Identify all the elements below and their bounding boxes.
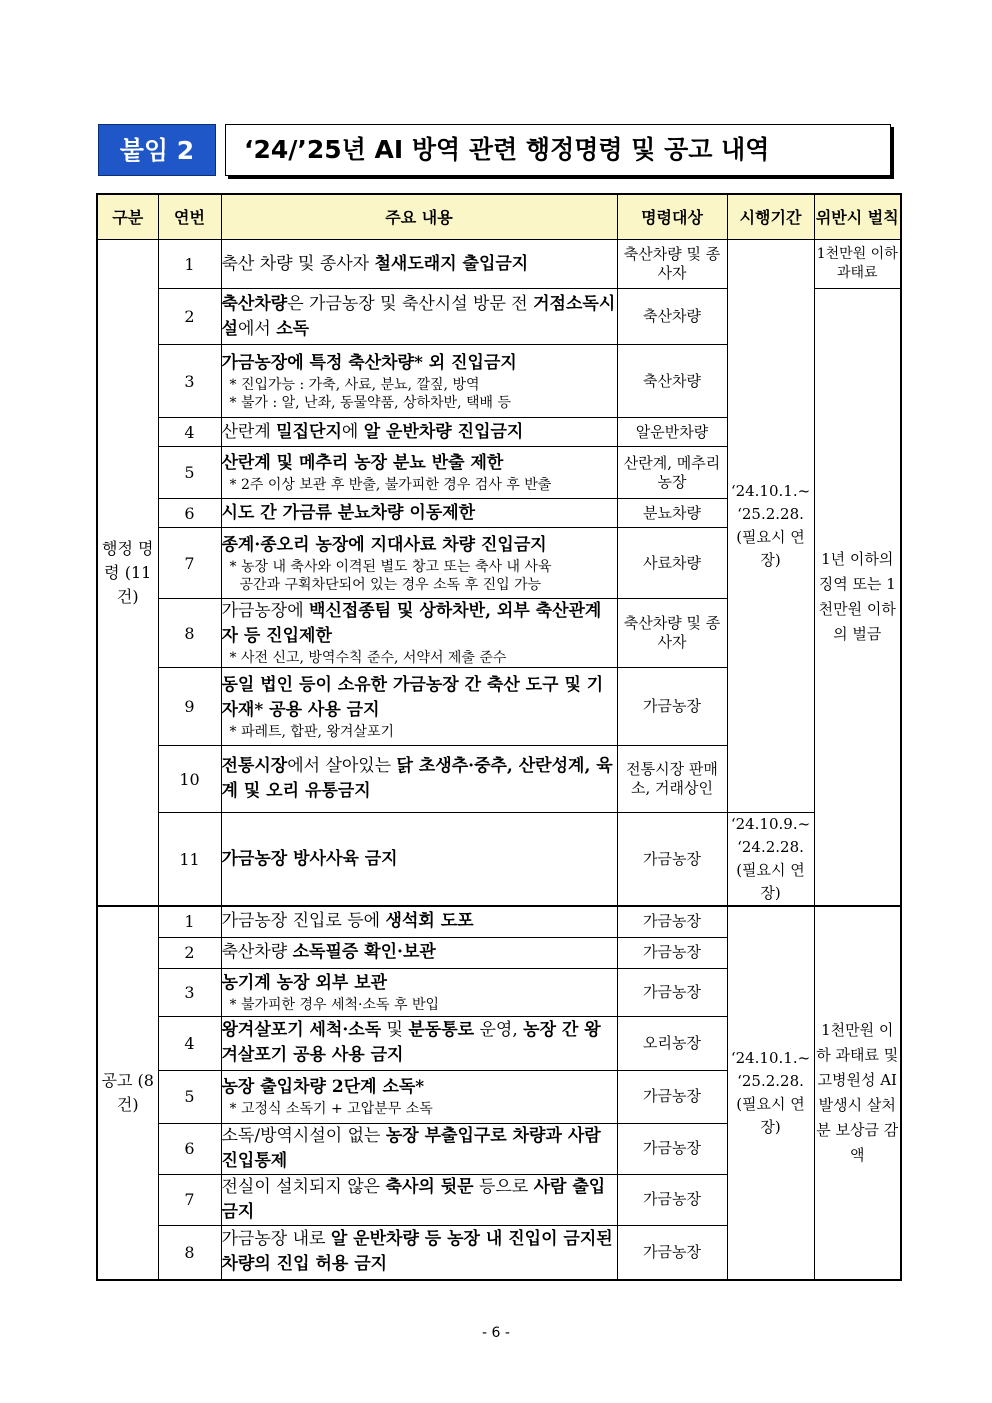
content-note: * 2주 이상 보관 후 반출, 불가피한 경우 검사 후 반출	[229, 477, 552, 493]
content-note: * 불가 : 알, 난좌, 동물약품, 상하차반, 택배 등	[229, 394, 512, 411]
row-number: 4	[158, 1016, 221, 1070]
content-emphasis: 전통시장	[221, 756, 288, 776]
content-emphasis: 밀집단지	[276, 421, 342, 442]
row-content	[221, 289, 617, 345]
content-emphasis: 사람 출입 금지	[221, 1176, 606, 1222]
table-row	[97, 240, 901, 289]
content-emphasis: 농장 부출입구로 차량과 사람 진입통제	[221, 1125, 601, 1171]
row-content	[221, 937, 617, 968]
header-category: 구분	[97, 194, 158, 240]
row-content	[221, 240, 617, 289]
row-number: 1	[158, 240, 221, 289]
row-number: 1	[158, 906, 221, 937]
row-number: 2	[158, 937, 221, 968]
row-number: 8	[158, 599, 221, 668]
row-number: 3	[158, 968, 221, 1016]
row-target: 가금농장	[617, 906, 727, 937]
row-target: 가금농장	[617, 968, 727, 1016]
content-emphasis: 종계·종오리 농장에 지대사료 차량 진입금지	[221, 534, 547, 555]
content-text: 운영,	[474, 1020, 524, 1040]
category-cell: 공고 (8건)	[97, 906, 158, 1280]
page-title: ‘24/’25년 AI 방역 관련 행정명령 및 공고 내역	[225, 124, 891, 176]
row-number: 7	[158, 528, 221, 599]
content-note: * 불가피한 경우 세척·소독 후 반입	[229, 996, 440, 1013]
period-cell: ‘24.10.1.~ ‘25.2.28. (필요시 연장)	[727, 240, 814, 813]
orders-table	[96, 193, 902, 1281]
row-target: 오리농장	[617, 1016, 727, 1070]
content-emphasis: 백신접종팀 및 상하차반, 외부 축산관계자 등 진입제한	[221, 601, 602, 646]
content-note: * 농장 내 축사와 이격된 별도 창고 또는 축사 내 사육	[229, 558, 552, 575]
header-no: 연번	[158, 194, 221, 240]
content-text: 은 가금농장 및 축산시설 방문 전	[287, 293, 534, 314]
row-content	[221, 746, 617, 813]
content-emphasis: 거점소독시설	[221, 293, 616, 339]
row-target: 분뇨차량	[617, 499, 727, 528]
content-text: 축산 차량 및 종사자	[221, 253, 375, 274]
row-number: 10	[158, 746, 221, 813]
content-emphasis: 알 운반차량 등 농장 내 진입이 금지된 차량의 진입 허용 금지	[221, 1229, 613, 1275]
row-target: 축산차량	[617, 345, 727, 418]
row-number: 11	[158, 813, 221, 907]
content-text: 전실이 설치되지 않은	[221, 1176, 386, 1197]
row-content	[221, 1174, 617, 1225]
row-number: 4	[158, 418, 221, 447]
content-emphasis: 생석회 도포	[385, 911, 474, 932]
header-penalty: 위반시 벌칙	[814, 194, 901, 240]
row-content	[221, 418, 617, 447]
content-emphasis: 시도 간 가금류 분뇨차량 이동제한	[221, 502, 476, 523]
content-text: 에서 살아있는	[287, 756, 397, 776]
content-text: 소독/방역시설이 없는	[221, 1125, 386, 1146]
content-emphasis: 분동통로	[408, 1020, 475, 1040]
table-row	[97, 906, 901, 937]
row-target: 가금농장	[617, 668, 727, 746]
row-content	[221, 599, 617, 668]
row-content	[221, 668, 617, 746]
content-emphasis: 동일 법인 등이 소유한 가금농장 간 축산 도구 및 기자재* 공용 사용 금지	[221, 674, 604, 720]
row-target: 가금농장	[617, 1174, 727, 1225]
header-period: 시행기간	[727, 194, 814, 240]
content-note: * 고정식 소독기 + 고압분무 소독	[229, 1101, 433, 1117]
row-target: 산란계, 메추리 농장	[617, 447, 727, 499]
row-number: 2	[158, 289, 221, 345]
table-header-row	[97, 194, 901, 240]
row-target: 가금농장	[617, 1123, 727, 1174]
row-number: 5	[158, 447, 221, 499]
content-text: 산란계	[221, 421, 277, 442]
content-emphasis: 농장 간 왕겨살포기 공용 사용 금지	[221, 1020, 601, 1065]
penalty-cell: 1천만원 이하 과태료 및 고병원성 AI 발생시 살처분 보상금 감액	[814, 906, 901, 1280]
attachment-badge: 붙임 2	[98, 124, 216, 176]
row-content	[221, 813, 617, 907]
table-row	[97, 813, 901, 907]
category-cell: 행정 명령 (11건)	[97, 240, 158, 907]
content-text: 및	[381, 1020, 409, 1040]
header-content: 주요 내용	[221, 194, 617, 240]
row-target: 가금농장	[617, 1225, 727, 1280]
content-emphasis: 산란계 및 메추리 농장 분뇨 반출 제한	[221, 453, 504, 473]
header-target: 명령대상	[617, 194, 727, 240]
content-text: 가금농장에	[221, 601, 310, 621]
content-text: 에서	[237, 318, 277, 339]
content-emphasis: 소독	[276, 318, 310, 339]
content-note: * 사전 신고, 방역수칙 준수, 서약서 제출 준수	[229, 650, 507, 666]
content-emphasis: 농기계 농장 외부 보관	[221, 972, 388, 993]
row-content	[221, 1016, 617, 1070]
row-number: 6	[158, 499, 221, 528]
content-note: * 파레트, 합판, 왕겨살포기	[229, 723, 394, 740]
content-emphasis: 철새도래지 출입금지	[374, 253, 529, 274]
content-note: 공간과 구획차단되어 있는 경우 소독 후 진입 가능	[239, 576, 542, 593]
row-number: 6	[158, 1123, 221, 1174]
content-emphasis: 가금농장 방사사육 금지	[221, 848, 398, 869]
content-emphasis: 소독필증 확인·보관	[292, 942, 436, 962]
row-content	[221, 968, 617, 1016]
row-content	[221, 1123, 617, 1174]
content-text: 에	[341, 421, 364, 442]
content-emphasis: 농장 출입차량 2단계 소독*	[221, 1077, 425, 1097]
row-content	[221, 1070, 617, 1123]
row-number: 9	[158, 668, 221, 746]
row-target: 사료차량	[617, 528, 727, 599]
period-cell: ‘24.10.1.~ ‘25.2.28. (필요시 연장)	[727, 906, 814, 1280]
content-emphasis: 축사의 뒷문	[385, 1176, 474, 1197]
content-text: 축산차량	[221, 942, 293, 962]
page-number: - 6 -	[482, 1325, 510, 1341]
content-emphasis: 닭 초생추·중추, 산란성계, 육계 및 오리 유통금지	[221, 756, 613, 801]
content-note: * 진입가능 : 가축, 사료, 분뇨, 깔짚, 방역	[229, 376, 480, 393]
content-text: 가금농장 진입로 등에	[221, 911, 386, 932]
row-target: 가금농장	[617, 1070, 727, 1123]
row-number: 3	[158, 345, 221, 418]
period-cell: ‘24.10.9.~ ‘24.2.28. (필요시 연장)	[727, 813, 814, 907]
row-content	[221, 345, 617, 418]
penalty-cell: 1천만원 이하과태료	[814, 240, 901, 289]
row-content	[221, 906, 617, 937]
content-emphasis: 알 운반차량 진입금지	[363, 421, 524, 442]
content-emphasis: 축산차량	[221, 293, 288, 314]
row-content	[221, 528, 617, 599]
content-text: 등으로	[473, 1176, 534, 1197]
content-emphasis: 왕겨살포기 세척·소독	[221, 1020, 382, 1040]
row-target: 가금농장	[617, 813, 727, 907]
row-number: 8	[158, 1225, 221, 1280]
penalty-cell: 1년 이하의 징역 또는 1천만원 이하의 벌금	[814, 289, 901, 907]
row-content	[221, 499, 617, 528]
row-number: 5	[158, 1070, 221, 1123]
row-number: 7	[158, 1174, 221, 1225]
content-emphasis: 가금농장에 특정 축산차량* 외 진입금지	[221, 352, 517, 373]
row-target: 축산차량	[617, 289, 727, 345]
row-content	[221, 1225, 617, 1280]
row-content	[221, 447, 617, 499]
content-text: 가금농장 내로	[221, 1229, 331, 1250]
row-target: 알운반차량	[617, 418, 727, 447]
row-target: 가금농장	[617, 937, 727, 968]
row-target: 전통시장 판매소, 거래상인	[617, 746, 727, 813]
row-target: 축산차량 및 종사자	[617, 599, 727, 668]
row-target: 축산차량 및 종사자	[617, 240, 727, 289]
